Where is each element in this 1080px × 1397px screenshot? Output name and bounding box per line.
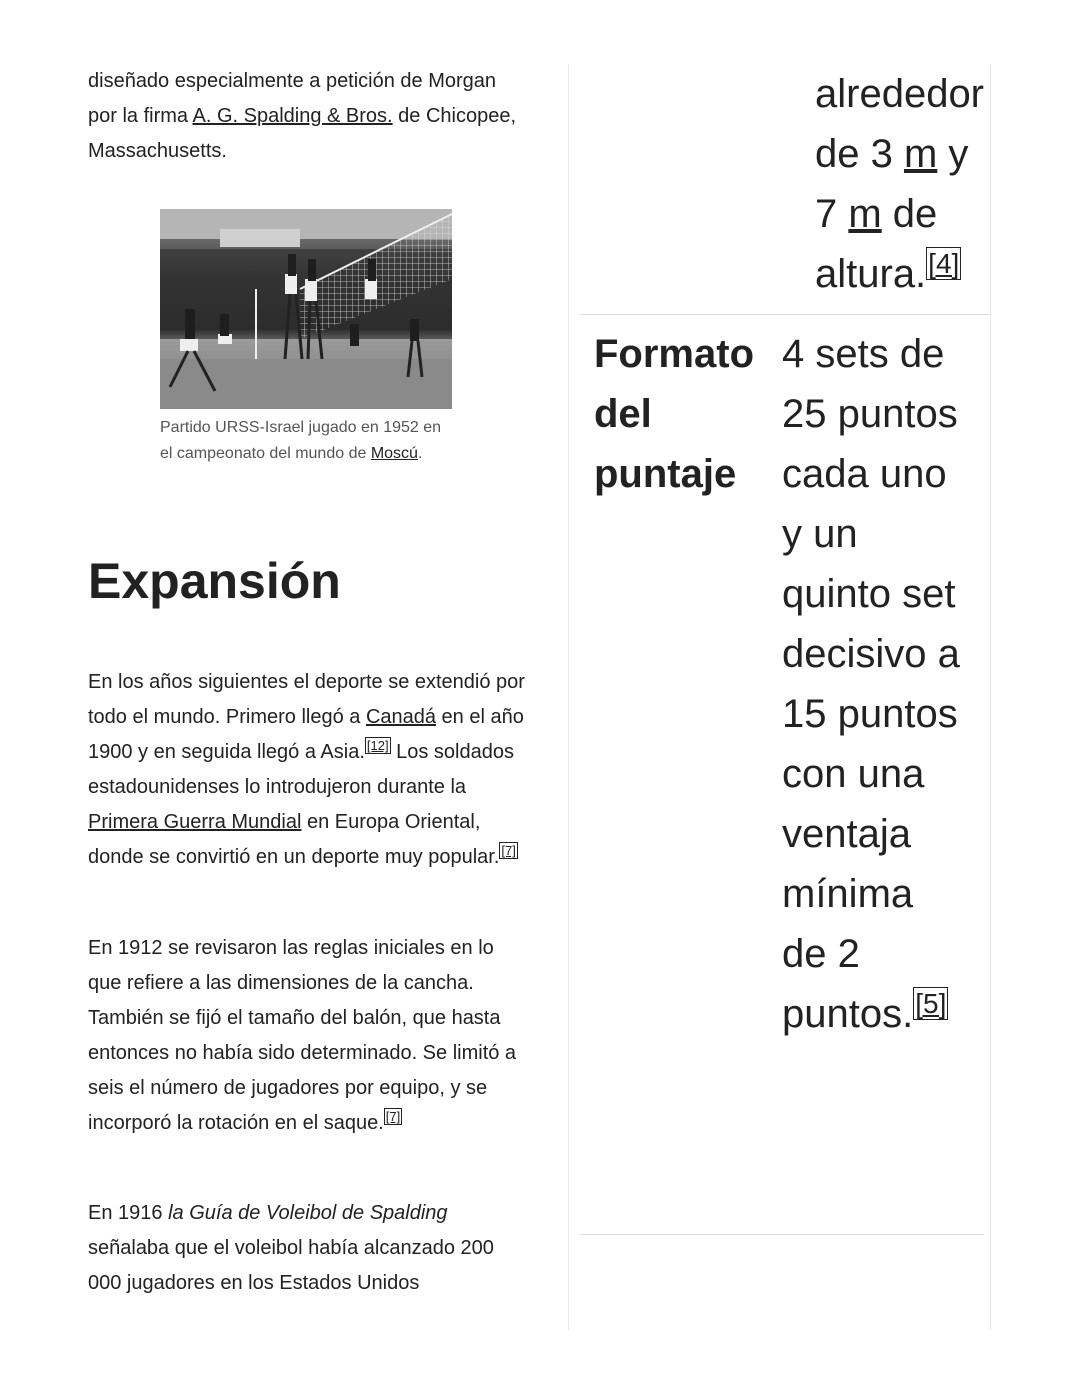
height-text-1: alrededor de 3: [815, 72, 985, 176]
figure-caption: [160, 415, 452, 467]
spalding-link[interactable]: A. G. Spalding & Bros.: [192, 105, 393, 127]
ref-4-link[interactable]: [4]: [928, 247, 960, 279]
infobox-row-height-value: [815, 64, 993, 304]
moscu-link[interactable]: Moscú: [370, 445, 418, 462]
section-heading: Expansión: [88, 553, 341, 609]
scoring-format-text: 4 sets de 25 puntos cada uno y un quinto set decisivo a 15 puntos con una ventaja mínima de 2 puntos.: [782, 332, 960, 1036]
canada-link[interactable]: Canadá: [365, 706, 436, 728]
ref-7-link-2[interactable]: [7]: [385, 1109, 401, 1125]
ref-7-link[interactable]: [7]: [501, 843, 516, 859]
caption-text-end: .: [417, 445, 423, 462]
scoring-format-label: Formato del puntaje: [594, 332, 754, 496]
para1-text-4: en Europa Oriental, donde se convirtió en un deporte muy popular.: [88, 811, 500, 868]
metro-link-2[interactable]: m: [848, 192, 882, 236]
spalding-guide-title: la Guía de Voleibol de Spalding: [168, 1202, 448, 1224]
para3-text-1: En 1916: [88, 1202, 169, 1224]
figure: [160, 209, 452, 467]
metro-link[interactable]: m: [903, 132, 938, 176]
paragraph-3: [88, 1196, 528, 1301]
para3-text-2: señalaba que el voleibol había alcanzado 200 000 jugadores en los Estados Unidos: [88, 1237, 494, 1294]
scoring-format-value: [782, 324, 968, 1044]
para1-text-1: En los años siguientes el deporte se extendió por todo el mundo. Primero llegó a: [88, 671, 525, 728]
primera-guerra-mundial-link[interactable]: Primera Guerra Mundial: [88, 811, 302, 833]
paragraph-2: [88, 931, 528, 1141]
infobox-bottom-border: [580, 1234, 984, 1235]
column-divider: [568, 64, 569, 1330]
height-text-2: y 7: [815, 132, 969, 236]
caption-text: Partido URSS-Israel jugado en 1952 en el campeonato del mundo de: [160, 419, 442, 462]
para2-text: En 1912 se revisaron las reglas iniciales en lo que refiere a las dimensiones de la cancha. También se fijó el tamaño del balón, que hasta entonces no había sido determinado. Se limitó a seis el número de jugadores por equipo, y se incorporó la rotación en el saque.: [88, 937, 517, 1134]
intro-paragraph: [88, 64, 528, 169]
volleyball-match-photo: [160, 209, 452, 409]
paragraph-1: [88, 665, 528, 875]
ref-12-link[interactable]: [12]: [366, 738, 389, 754]
height-text-3: de altura.: [815, 192, 938, 296]
intro-text: diseñado especialmente a petición de Morgan por la firma: [88, 70, 497, 127]
infobox-row-divider: [580, 314, 990, 315]
intro-text-end: de Chicopee, Massachusetts.: [88, 105, 517, 162]
ref-5-link[interactable]: [5]: [915, 987, 947, 1019]
para1-text-2: en el año 1900 y en seguida llegó a Asia.: [88, 706, 524, 763]
para1-text-3: Los soldados estadounidenses lo introdujeron durante la: [88, 741, 514, 798]
